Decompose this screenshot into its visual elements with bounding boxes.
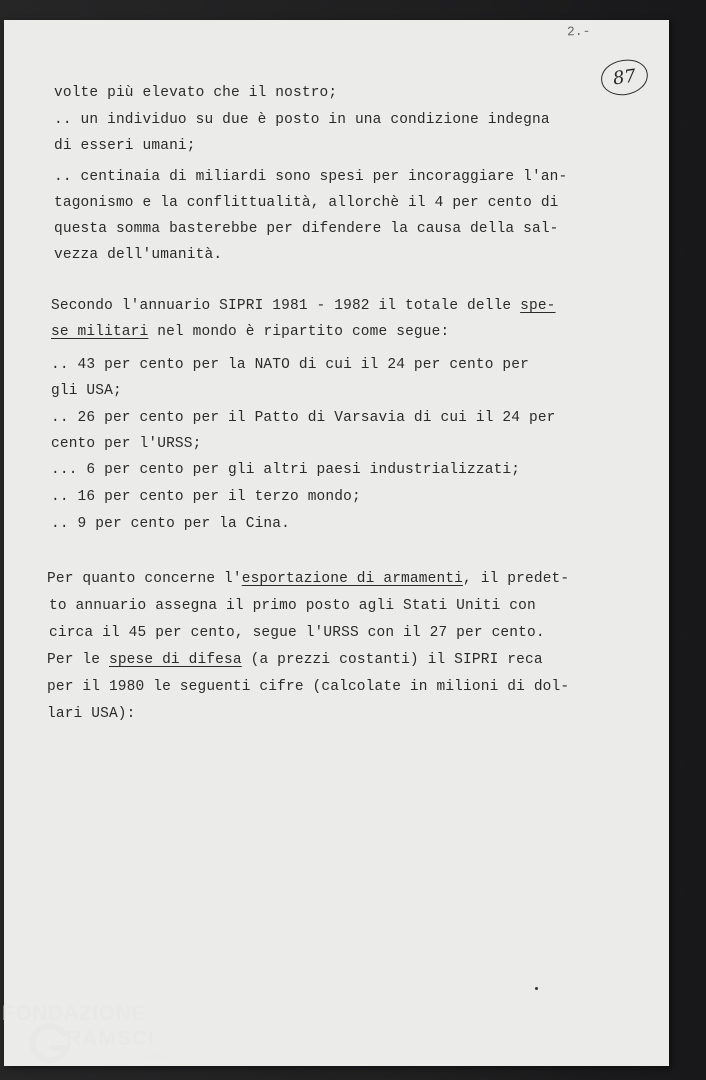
text-line [51, 323, 449, 341]
text-line [47, 570, 569, 588]
text-segment: .. 26 per cento per il Patto di Varsavia di cui il 24 per [51, 410, 556, 426]
text-segment: nel mondo è ripartito come segue: [148, 324, 450, 340]
text-segment: per il 1980 le seguenti cifre (calcolate in milioni di dol- [47, 679, 570, 695]
text-line [51, 297, 556, 315]
text-line [51, 356, 529, 374]
underlined-text: spese di difesa [108, 652, 242, 668]
text-segment: circa il 45 per cento, segue l'URSS con il 27 per cento. [49, 625, 545, 641]
text-segment: .. 16 per cento per il terzo mondo; [51, 489, 361, 505]
text-segment: gli USA; [51, 383, 122, 399]
text-segment: to annuario assegna il primo posto agli Stati Uniti con [49, 598, 536, 614]
text-segment: tagonismo e la conflittualità, allorchè il 4 per cento di [54, 195, 559, 211]
text-segment: .. 9 per cento per la Cina. [51, 516, 290, 532]
archive-watermark [2, 1002, 177, 1076]
text-segment: volte più elevato che il nostro; [54, 85, 338, 101]
text-line [54, 194, 559, 212]
folio-number: 87 [611, 65, 638, 90]
text-segment: .. centinaia di miliardi sono spesi per incoraggiare l'an- [54, 169, 568, 185]
document-page [4, 20, 669, 1066]
text-segment: .. 43 per cento per la NATO di cui il 24 per cento per [51, 357, 529, 373]
text-line [49, 624, 545, 642]
text-segment: , il predet- [463, 571, 570, 587]
watermark-line-2: RAMSCI [66, 1027, 155, 1050]
text-line [51, 435, 201, 453]
ink-speck [535, 987, 538, 990]
text-segment: Secondo l'annuario SIPRI 1981 - 1982 il totale delle [51, 298, 521, 314]
text-line [47, 678, 569, 696]
text-segment: questa somma basterebbe per difendere la causa della sal- [54, 221, 559, 237]
text-segment: lari USA): [47, 706, 136, 722]
text-segment: Per le [47, 652, 109, 668]
text-line [54, 246, 222, 264]
text-segment: cento per l'URSS; [51, 436, 202, 452]
text-line [51, 409, 556, 427]
text-segment: Per quanto concerne l' [47, 571, 242, 587]
text-line [54, 84, 337, 102]
text-line [47, 705, 136, 723]
watermark-line-1: FONDAZIONE [2, 1002, 146, 1025]
text-line [54, 111, 550, 129]
underlined-text: spe- [520, 298, 556, 314]
text-segment: di esseri umani; [54, 138, 196, 154]
page-number: 2.- [566, 23, 591, 40]
text-line [54, 137, 196, 155]
text-line [54, 168, 567, 186]
text-line [49, 597, 536, 615]
text-line [54, 220, 559, 238]
text-segment: ... 6 per cento per gli altri paesi industrializzati; [51, 462, 521, 478]
watermark-suffix: onlus [145, 1052, 167, 1062]
text-segment: (a prezzi costanti) il SIPRI reca [241, 652, 543, 668]
text-line [51, 382, 122, 400]
folio-handwritten-mark [599, 57, 650, 98]
underlined-text: esportazione di armamenti [241, 571, 464, 587]
text-segment: vezza dell'umanità. [54, 247, 223, 263]
text-segment: .. un individuo su due è posto in una condizione indegna [54, 112, 550, 128]
text-line [47, 651, 543, 669]
text-line [51, 515, 290, 533]
underlined-text: se militari [51, 324, 149, 340]
text-line [51, 461, 520, 479]
text-line [51, 488, 361, 506]
